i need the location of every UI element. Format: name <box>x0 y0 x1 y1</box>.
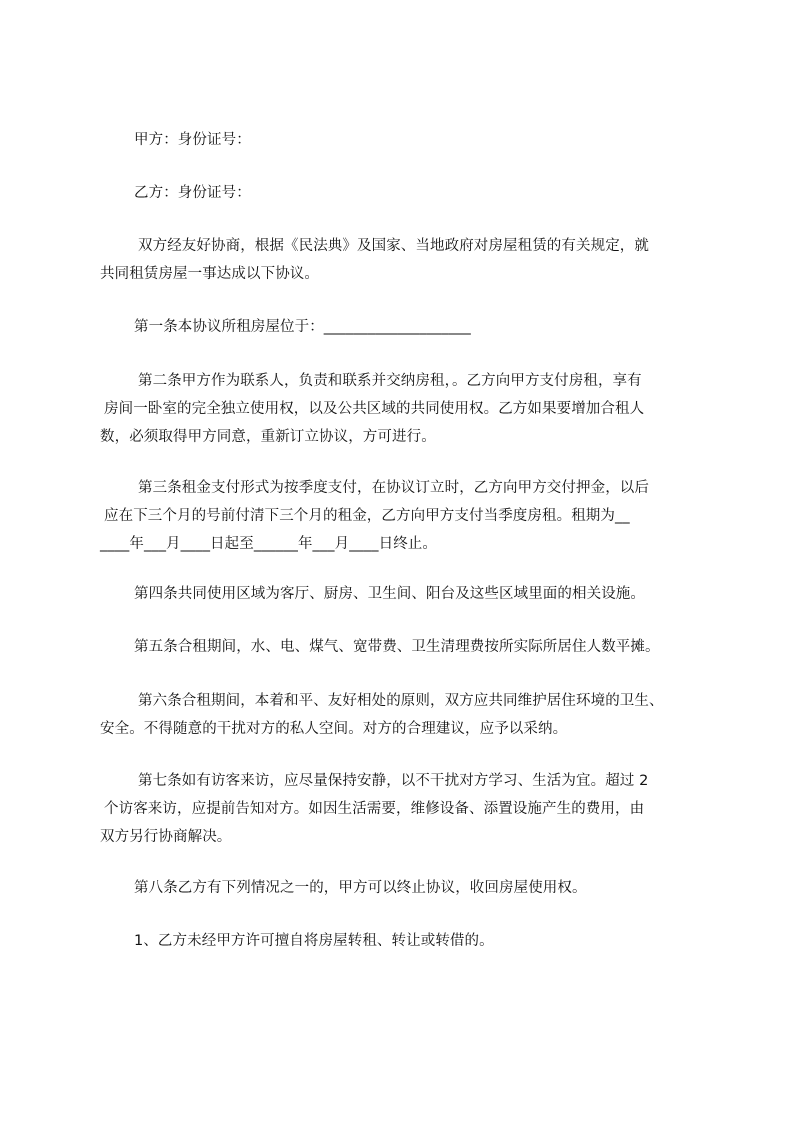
article-2-line-3: 数，必须取得甲方同意，重新订立协议，方可进行。 <box>100 429 436 445</box>
article-1-line-1: 第一条本协议所租房屋位于：____________________ <box>134 319 471 335</box>
preamble-line-2: 共同租赁房屋一事达成以下协议。 <box>100 266 319 282</box>
article-4-line-1: 第四条共同使用区域为客厅、厨房、卫生间、阳台及这些区域里面的相关设施。 <box>134 586 645 602</box>
article-7-line-3: 双方另行协商解决。 <box>100 829 232 845</box>
article-3-line-2: 应在下三个月的号前付清下三个月的租金，乙方向甲方支付当季度房租。租期为__ <box>104 508 630 524</box>
article-4-paragraph <box>100 580 700 608</box>
article-6-paragraph <box>100 687 700 743</box>
article-3-paragraph <box>100 474 700 558</box>
article-8-paragraph <box>100 874 700 902</box>
item-1-paragraph <box>100 927 700 955</box>
item-1-line-1: 1、乙方未经甲方许可擅自将房屋转租、转让或转借的。 <box>134 933 494 949</box>
article-7-line-1: 第七条如有访客来访，应尽量保持安静，以不干扰对方学习、生活为宜。超过 2 <box>138 773 649 789</box>
article-7-paragraph <box>100 767 700 851</box>
preamble-line-1: 双方经友好协商，根据《民法典》及国家、当地政府对房屋租赁的有关规定，就 <box>138 238 649 254</box>
article-5-paragraph <box>100 633 700 661</box>
article-6-line-1: 第六条合租期间，本着和平、友好相处的原则，双方应共同维护居住环境的卫生、 <box>138 693 664 709</box>
article-2-line-1: 第二条甲方作为联系人，负责和联系并交纳房租，。乙方向甲方支付房租，享有 <box>138 373 642 389</box>
article-5-line-1: 第五条合租期间，水、电、煤气、宽带费、卫生清理费按所实际所居住人数平摊。 <box>134 639 660 655</box>
party-b-line <box>100 179 700 207</box>
article-7-line-2: 个访客来访，应提前告知对方。如因生活需要，维修设备、添置设施产生的费用，由 <box>104 801 645 817</box>
preamble-paragraph <box>100 232 700 288</box>
article-2-paragraph <box>100 367 700 451</box>
article-3-line-3: ____年___月____日起至______年___月____日终止。 <box>100 536 437 552</box>
article-8-line-1: 第八条乙方有下列情况之一的，甲方可以终止协议，收回房屋使用权。 <box>134 880 587 896</box>
party-a-line <box>100 126 700 154</box>
article-2-line-2: 房间一卧室的完全独立使用权，以及公共区域的共同使用权。乙方如果要增加合租人 <box>104 401 645 417</box>
article-1-paragraph <box>100 313 700 341</box>
party-b-text: 乙方：身份证号： <box>134 185 251 201</box>
article-6-line-2: 安全。不得随意的干扰对方的私人空间。对方的合理建议，应予以采纳。 <box>100 721 568 737</box>
party-a-text: 甲方：身份证号： <box>134 132 251 148</box>
article-3-line-1: 第三条租金支付形式为按季度支付，在协议订立时，乙方向甲方交付押金，以后 <box>138 480 649 496</box>
